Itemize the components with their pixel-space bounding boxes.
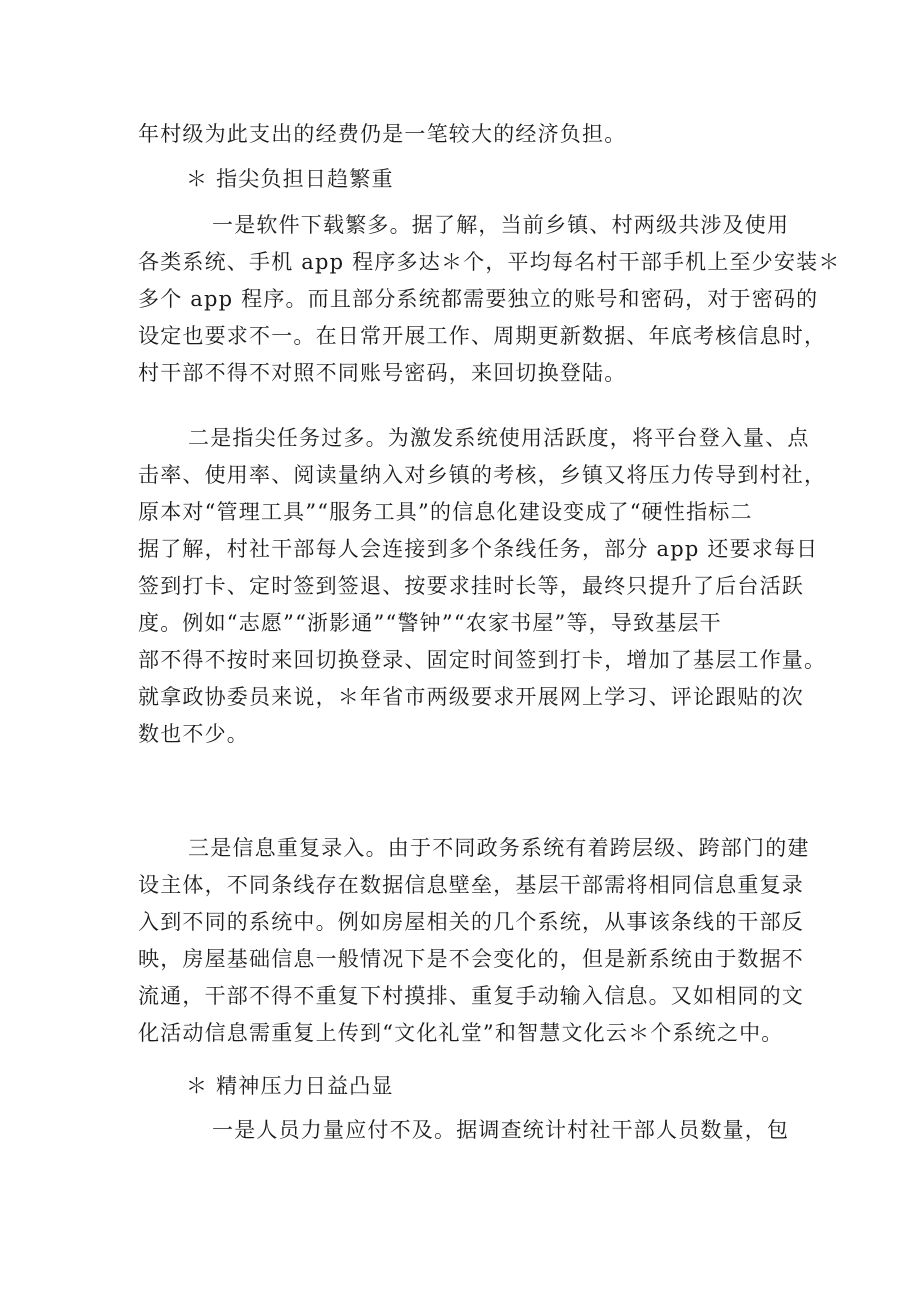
text-line: 设主体，不同条线存在数据信息壁垒，基层干部需将相同信息重复录 <box>138 873 804 897</box>
paragraph-software-downloads <box>138 207 841 392</box>
text-line: 映，房屋基础信息一般情况下是不会变化的，但是新系统由于数据不 <box>138 947 804 971</box>
text-line: 一是人员力量应付不及。据调查统计村社干部人员数量，包 <box>212 1118 790 1142</box>
paragraph-fingertip-tasks <box>138 420 827 753</box>
section-heading-fingertip-burden: ＊ 指尖负担日趋繁重 <box>186 167 394 191</box>
text-line: 击率、使用率、阅读量纳入对乡镇的考核，乡镇又将压力传导到村社， <box>138 463 827 487</box>
text-line: 部不得不按时来回切换登录、固定时间签到打卡，增加了基层工作量。 <box>138 648 827 672</box>
text-line: 村干部不得不对照不同账号密码，来回切换登陆。 <box>138 361 627 385</box>
text-line: 各类系统、手机 app 程序多达＊个，平均每名村干部手机上至少安装＊ <box>138 250 841 274</box>
text-line: 就拿政协委员来说，＊年省市两级要求开展网上学习、评论跟贴的次 <box>138 685 804 709</box>
text-line: 年村级为此支出的经费仍是一笔较大的经济负担。 <box>138 122 627 146</box>
text-line: 多个 app 程序。而且部分系统都需要独立的账号和密码，对于密码的 <box>138 287 819 311</box>
text-line: 三是信息重复录入。由于不同政务系统有着跨层级、跨部门的建 <box>188 836 810 860</box>
text-line: 数也不少。 <box>138 722 249 746</box>
text-line: 设定也要求不一。在日常开展工作、周期更新数据、年底考核信息时， <box>138 324 827 348</box>
text-line: 原本对“管理工具”“服务工具”的信息化建设变成了“硬性指标二 <box>138 500 753 524</box>
paragraph-repeated-entry <box>138 830 810 1052</box>
text-line: 化活动信息需重复上传到“文化礼堂”和智慧文化云＊个系统之中。 <box>138 1021 784 1045</box>
text-line: 签到打卡、定时签到签退、按要求挂时长等，最终只提升了后台活跃 <box>138 574 804 598</box>
text-line: 一是软件下载繁多。据了解，当前乡镇、村两级共涉及使用 <box>212 213 790 237</box>
text-line: 流通，干部不得不重复下村摸排、重复手动输入信息。又如相同的文 <box>138 984 804 1008</box>
text-line: 度。例如“志愿”“浙影通”“警钟”“农家书屋”等，导致基层干 <box>138 611 722 635</box>
paragraph-0 <box>138 116 788 153</box>
section-heading-mental-pressure: ＊ 精神压力日益凸显 <box>186 1074 394 1098</box>
text-line: 入到不同的系统中。例如房屋相关的几个系统，从事该条线的干部反 <box>138 910 804 934</box>
paragraph-staffing <box>138 1112 788 1149</box>
text-line: 据了解，村社干部每人会连接到多个条线任务，部分 app 还要求每日 <box>138 537 819 561</box>
text-line: 二是指尖任务过多。为激发系统使用活跃度，将平台登入量、点 <box>188 426 810 450</box>
